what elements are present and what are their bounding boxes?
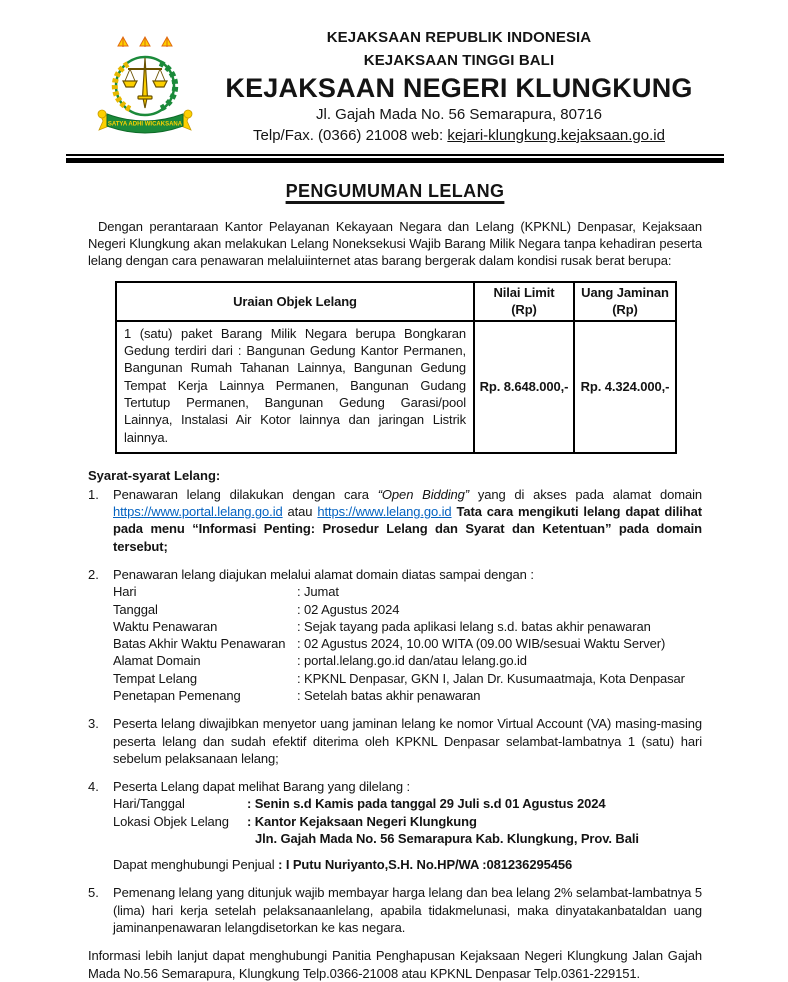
- detail-row-lokasi: [113, 813, 702, 848]
- term-1-bold-tail: Tata cara mengikuti lelang dapat dilihat pada menu “Informasi Penting: Prosedur Lelang dan Syarat dan Ketentuan” pada domain tersebut;: [113, 504, 702, 554]
- title-wrap: [88, 181, 702, 202]
- term-item-1: [88, 486, 702, 555]
- detail-value: : 02 Agustus 2024: [297, 601, 400, 617]
- term-1-text-atau: atau: [282, 504, 318, 520]
- detail-value: : Sejak tayang pada aplikasi lelang s.d. batas akhir penawaran: [297, 618, 651, 634]
- detail-value: : KPKNL Denpasar, GKN I, Jalan Dr. Kusumaatmaja, Kota Denpasar: [297, 670, 685, 686]
- object-description-cell: 1 (satu) paket Barang Milik Negara berupa Bongkaran Gedung terdiri dari : Bangunan Gedung Kantor Permanen, Bangunan Rumah Tahanan Lainnya, Bangunan Gedung Tempat Kerja Lainnya Permanen, Bangunan Gudang Tertutup Permanen, Bangunan Gedung Garasi/pool Lainnya, Instalasi Air Kotor lainnya dan jaringan Listrik lainnya.: [116, 321, 474, 453]
- detail-value: : 02 Agustus 2024, 10.00 WITA (09.00 WIB/sesuai Waktu Server): [297, 636, 666, 652]
- term-item-2: [88, 566, 702, 704]
- col-header-nilai-limit: [474, 282, 574, 321]
- org-contact: [216, 125, 702, 146]
- uang-jaminan-cell: Rp. 4.324.000,-: [574, 321, 676, 453]
- table-header-row: [116, 282, 676, 321]
- col-header-uang-jaminan-line2: (Rp): [612, 301, 638, 317]
- term-2-body: [113, 566, 702, 704]
- term-1-text: [113, 486, 702, 555]
- page-title: PENGUMUMAN LELANG: [285, 180, 505, 201]
- open-bidding-label: “Open Bidding”: [377, 486, 470, 502]
- detail-label: Tanggal: [113, 601, 158, 617]
- term-3-text: Peserta lelang diwajibkan menyetor uang jaminan lelang ke nomor Virtual Account (VA) masing-masing peserta lelang dan sudah efektif diterima oleh KPKNL Denpasar selambat-lambatnya 1 (satu) hari sebelum pelaksanaan lelang;: [113, 716, 702, 766]
- col-header-uraian: Uraian Objek Lelang: [116, 282, 474, 321]
- detail-label: Tempat Lelang: [113, 670, 197, 686]
- org-line-1: KEJAKSAAN REPUBLIK INDONESIA: [326, 29, 592, 46]
- contact-prefix: Telp/Fax. (0366) 21008 web:: [253, 126, 448, 144]
- lokasi-line-1: : Kantor Kejaksaan Negeri Klungkung: [247, 813, 477, 829]
- term-2-text: Penawaran lelang diajukan melalui alamat domain diatas sampai dengan :: [113, 566, 534, 582]
- col-header-nilai-limit-line1: Nilai Limit: [493, 285, 555, 301]
- intro-paragraph: Dengan perantaraan Kantor Pelayanan Kekayaan Negara dan Lelang (KPKNL) Denpasar, Kejaksaan Negeri Klungkung akan melakukan Lelang Noneksekusi Wajib Barang Milik Negara tanpa kehadiran peserta lelang dengan cara penawaran melaluiinternet atas barang bergerak dalam kondisi rusak berat berupa:: [88, 218, 702, 269]
- term-4-text: Peserta Lelang dapat melihat Barang yang dilelang :: [113, 779, 410, 795]
- term-3-number: 3.: [88, 716, 99, 732]
- lelang-link[interactable]: https://www.lelang.go.id: [317, 504, 452, 520]
- detail-row-waktu-penawaran: [113, 618, 702, 635]
- terms-heading: Syarat-syarat Lelang:: [88, 467, 221, 483]
- org-line-2: KEJAKSAAN TINGGI BALI: [363, 52, 555, 70]
- footer-paragraph: Informasi lebih lanjut dapat menghubungi Panitia Penghapusan Kejaksaan Negeri Klungkung Jalan Gajah Mada No.56 Semarapura, Klungkung Telp.0366-21008 atau KPKNL Denpasar Telp.0361-229151.: [88, 948, 702, 981]
- detail-label: Hari/Tanggal: [113, 796, 185, 812]
- col-header-nilai-limit-line2: (Rp): [511, 301, 537, 317]
- detail-label: Hari: [113, 584, 137, 600]
- detail-value: : Jumat: [297, 584, 339, 600]
- contact-value: : I Putu Nuriyanto,S.H. No.HP/WA :081236295456: [274, 857, 573, 873]
- term-item-4: [88, 778, 702, 873]
- logo-motto: SATYA ADHI WICAKSANA: [107, 121, 183, 128]
- detail-value: : portal.lelang.go.id dan/atau lelang.go.id: [297, 653, 527, 669]
- term-2-number: 2.: [88, 566, 99, 582]
- term-1-number: 1.: [88, 486, 99, 502]
- detail-row-batas-akhir: [113, 635, 702, 652]
- nilai-limit-cell: Rp. 8.648.000,-: [474, 321, 574, 453]
- detail-row-alamat-domain: [113, 652, 702, 669]
- term-item-5: [88, 884, 702, 936]
- auction-table: [115, 281, 677, 453]
- kejaksaan-logo-icon: [94, 34, 196, 142]
- term-4-body: [113, 778, 702, 873]
- detail-label: Waktu Penawaran: [113, 618, 218, 634]
- letterhead-text: [216, 26, 702, 146]
- letterhead: [88, 26, 702, 146]
- org-address: Jl. Gajah Mada No. 56 Semarapura, 80716: [315, 105, 602, 123]
- detail-value: : Setelah batas akhir penawaran: [297, 687, 481, 703]
- detail-row-hari-tanggal: [113, 795, 702, 812]
- portal-lelang-link[interactable]: https://www.portal.lelang.go.id: [113, 504, 283, 520]
- detail-row-penetapan-pemenang: [113, 687, 702, 704]
- term-5-text: Pemenang lelang yang ditunjuk wajib membayar harga lelang dan bea lelang 2% selambat-lambatnya 5 (lima) hari kerja setelah pelaksanaanlelang, apabila tidakmelunasi, maka dinyatakanbataldan uang jaminanpenawaran lelangdisetorkan ke kas negara.: [113, 885, 702, 936]
- detail-value-group: [247, 813, 702, 848]
- detail-row-tanggal: [113, 601, 702, 618]
- col-header-uang-jaminan: [574, 282, 676, 321]
- detail-row-tempat-lelang: [113, 670, 702, 687]
- website-link[interactable]: kejari-klungkung.kejaksaan.go.id: [447, 126, 665, 144]
- detail-label: Batas Akhir Waktu Penawaran: [113, 636, 286, 652]
- detail-label: Alamat Domain: [113, 653, 201, 669]
- table-row: [116, 321, 676, 453]
- detail-row-hari: [113, 583, 702, 600]
- org-name: KEJAKSAAN NEGERI KLUNGKUNG: [225, 72, 693, 103]
- detail-value: : Senin s.d Kamis pada tanggal 29 Juli s.d 01 Agustus 2024: [247, 796, 606, 812]
- term-1-text-start: Penawaran lelang dilakukan dengan cara: [113, 486, 378, 502]
- term-item-3: [88, 715, 702, 767]
- term-4-number: 4.: [88, 779, 99, 795]
- detail-label: Penetapan Pemenang: [113, 687, 241, 703]
- term-1-text-mid: yang di akses pada alamat domain: [469, 486, 702, 502]
- lokasi-line-2: Jln. Gajah Mada No. 56 Semarapura Kab. Klungkung, Prov. Bali: [255, 830, 639, 846]
- detail-label: Lokasi Objek Lelang: [113, 813, 229, 829]
- contact-line: [113, 856, 702, 873]
- header-divider: [66, 154, 724, 163]
- contact-label: Dapat menghubungi Penjual: [113, 857, 275, 873]
- term-5-number: 5.: [88, 885, 99, 901]
- col-header-uang-jaminan-line1: Uang Jaminan: [581, 285, 669, 301]
